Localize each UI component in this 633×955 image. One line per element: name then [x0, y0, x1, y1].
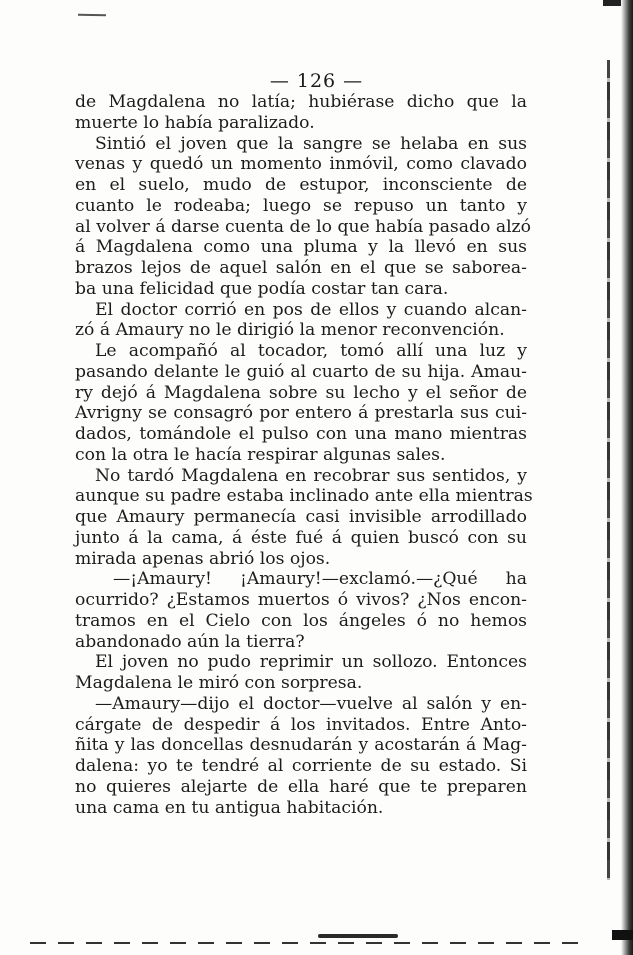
- text-line: al volver á darse cuenta de lo que había pasado alzó: [75, 216, 531, 237]
- paragraph: [75, 569, 527, 652]
- text-line: muerte lo había paralizado.: [75, 112, 315, 133]
- text-line: —Amaury—dijo el doctor—vuelve al salón y en-: [95, 693, 527, 714]
- bottom-scan-blot: [612, 930, 633, 940]
- paragraph: [75, 133, 531, 300]
- page-number: — 126 —: [269, 70, 364, 92]
- text-line: con la otra le hacía respirar algunas sales.: [75, 444, 446, 465]
- bottom-scan-smudge: [318, 934, 398, 938]
- paragraph: [75, 465, 533, 570]
- text-line: Le acompañó al tocador, tomó allí una luz y: [95, 341, 527, 361]
- text-line: zó á Amaury no le dirigió la menor reconvención.: [75, 320, 505, 341]
- text-line: á Magdalena como una pluma y la llevó en sus: [75, 237, 527, 258]
- text-line: que Amaury permanecía casi invisible arrodillado: [75, 507, 527, 527]
- text-line: —¡Amaury! ¡Amaury!—exclamó.—¿Qué ha: [113, 569, 527, 590]
- text-line: una cama en tu antigua habitación.: [75, 797, 384, 818]
- body-text: [75, 92, 533, 818]
- paragraph: [75, 92, 527, 134]
- text-line: en el suelo, mudo de estupor, inconsciente de: [75, 175, 527, 195]
- text-line: de Magdalena no latía; hubiérase dicho que la: [75, 92, 527, 112]
- text-line: ñita y las doncellas desnudarán y acostarán á Mag-: [75, 735, 527, 756]
- text-line: ry dejó á Magdalena sobre su lecho y el señor de: [75, 382, 527, 403]
- text-line: Avrigny se consagró por entero á prestarla sus cui-: [75, 403, 527, 424]
- text-line: venas y quedó un momento inmóvil, como clavado: [75, 154, 527, 175]
- text-line: Magdalena le miró con sorpresa.: [75, 673, 363, 693]
- text-line: El doctor corrió en pos de ellos y cuando alcan-: [95, 299, 527, 320]
- paragraph: [75, 652, 527, 694]
- text-line: mirada apenas abrió los ojos.: [75, 548, 331, 569]
- text-line: pasando delante le guió al cuarto de su hija. Amau-: [75, 361, 527, 382]
- text-line: brazos lejos de aquel salón en el que se saborea-: [75, 258, 527, 278]
- page-edge-spine: [607, 60, 610, 880]
- text-line: no quieres alejarte de ella haré que te preparen: [75, 776, 527, 797]
- text-line: ocurrido? ¿Estamos muertos ó vivos? ¿Nos encon-: [75, 590, 527, 610]
- text-line: Sintió el joven que la sangre se helaba en sus: [95, 133, 527, 154]
- text-line: cuanto le rodeaba; luego se repuso un tanto y: [75, 195, 527, 216]
- text-line: dalena: yo te tendré al corriente de su estado. Si: [75, 756, 527, 776]
- text-line: dados, tomándole el pulso con una mano mientras: [75, 424, 527, 444]
- paragraph: [75, 341, 527, 466]
- text-line: ba una felicidad que podía costar tan cara.: [75, 278, 449, 299]
- scan-mark: [78, 14, 106, 16]
- text-line: abandonado aún la tierra?: [75, 631, 305, 652]
- text-line: No tardó Magdalena en recobrar sus sentidos, y: [95, 465, 527, 486]
- text-line: El joven no pudo reprimir un sollozo. Entonces: [95, 652, 527, 673]
- text-line: tramos en el Cielo con los ángeles ó no hemos: [75, 610, 527, 631]
- page-edge-shadow: [621, 0, 633, 955]
- text-line: aunque su padre estaba inclinado ante ella mientras: [75, 486, 533, 507]
- text-line: cárgate de despedir á los invitados. Entre Anto-: [75, 714, 527, 735]
- text-line: junto á la cama, á éste fué á quien buscó con su: [75, 527, 527, 548]
- paragraph: [75, 300, 527, 342]
- bottom-scan-dashes: [30, 942, 590, 944]
- paragraph: [75, 694, 527, 819]
